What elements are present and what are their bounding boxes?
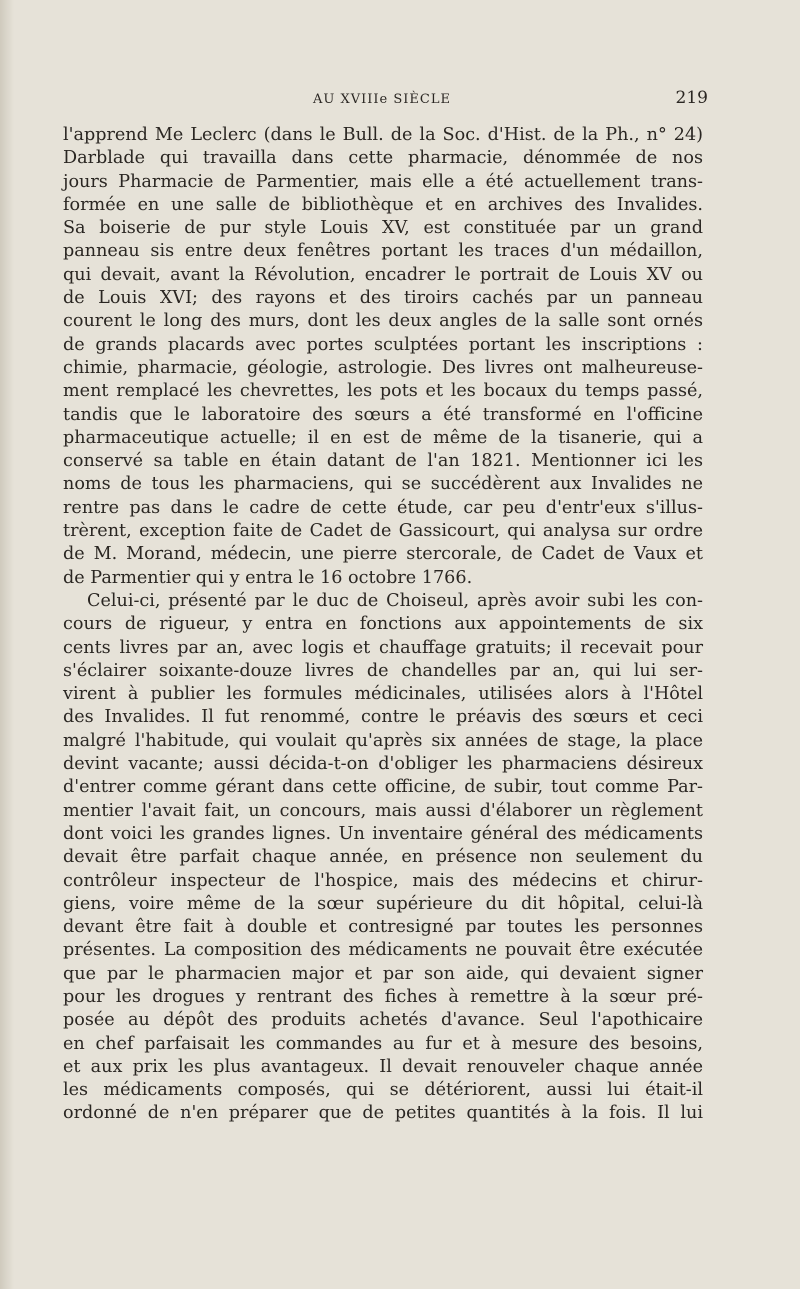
text-line: et aux prix les plus avantageux. Il devait renouveler chaque année [63, 1056, 703, 1077]
text-line: d'entrer comme gérant dans cette officine, de subir, tout comme Par- [63, 777, 703, 798]
text-line: giens, voire même de la sœur supérieure du dit hôpital, celui-là [63, 893, 703, 914]
text-line: l'apprend Me Leclerc (dans le Bull. de la Soc. d'Hist. de la Ph., n° 24) [63, 125, 703, 145]
page-header [62, 88, 708, 112]
text-line: contrôleur inspecteur de l'hospice, mais des médecins et chirur- [63, 870, 703, 891]
text-line: rentre pas dans le cadre de cette étude, car peu d'entr'eux s'illus- [63, 497, 703, 518]
page-number: 219 [675, 88, 708, 108]
text-line: présentes. La composition des médicaments ne pouvait être exécutée [63, 940, 703, 961]
text-line: devait être parfait chaque année, en présence non seulement du [63, 847, 703, 868]
text-line: de Parmentier qui y entra le 16 octobre 1766. [63, 567, 473, 588]
text-line: tandis que le laboratoire des sœurs a été transformé en l'officine [63, 404, 703, 425]
paragraph-1 [63, 124, 703, 590]
text-line: posée au dépôt des produits achetés d'avance. Seul l'apothicaire [63, 1010, 703, 1031]
text-line: Darblade qui travailla dans cette pharmacie, dénommée de nos [63, 148, 703, 169]
text-line: de M. Morand, médecin, une pierre stercorale, de Cadet de Vaux et [63, 544, 703, 565]
text-line: trèrent, exception faite de Cadet de Gassicourt, qui analysa sur ordre [63, 521, 703, 542]
text-line: s'éclairer soixante-douze livres de chandelles par an, qui lui ser- [63, 660, 703, 681]
text-line: Celui-ci, présenté par le duc de Choiseul, après avoir subi les con- [87, 590, 703, 611]
text-line: des Invalides. Il fut renommé, contre le préavis des sœurs et ceci [63, 707, 703, 728]
text-line: de grands placards avec portes sculptées portant les inscriptions : [63, 334, 703, 355]
text-line: ordonné de n'en préparer que de petites quantités à la fois. Il lui [63, 1103, 703, 1124]
text-line: cents livres par an, avec logis et chauffage gratuits; il recevait pour [63, 637, 703, 658]
text-line: jours Pharmacie de Parmentier, mais elle a été actuellement trans- [63, 171, 703, 192]
text-line: conservé sa table en étain datant de l'an 1821. Mentionner ici les [63, 451, 703, 472]
text-line: malgré l'habitude, qui voulait qu'après six années de stage, la place [63, 730, 703, 751]
text-line: que par le pharmacien major et par son aide, qui devaient signer [63, 963, 703, 984]
paragraph-2 [63, 590, 703, 1126]
text-line: devant être fait à double et contresigné par toutes les personnes [63, 917, 703, 938]
text-line: ment remplacé les chevrettes, les pots et les bocaux du temps passé, [63, 381, 703, 402]
running-title: AU XVIIIe SIÈCLE [313, 92, 451, 107]
text-line: formée en une salle de bibliothèque et en archives des Invalides. [63, 194, 703, 215]
text-line: pour les drogues y rentrant des fiches à remettre à la sœur pré- [63, 986, 703, 1007]
text-line: Sa boiserie de pur style Louis XV, est constituée par un grand [63, 218, 703, 239]
text-line: pharmaceutique actuelle; il en est de même de la tisanerie, qui a [63, 427, 703, 448]
text-line: les médicaments composés, qui se détériorent, aussi lui était-il [63, 1080, 703, 1101]
text-line: mentier l'avait fait, un concours, mais aussi d'élaborer un règlement [63, 800, 703, 821]
text-line: devint vacante; aussi décida-t-on d'obliger les pharmaciens désireux [63, 754, 703, 775]
text-line: dont voici les grandes lignes. Un inventaire général des médicaments [63, 823, 703, 844]
text-line: panneau sis entre deux fenêtres portant les traces d'un médaillon, [63, 241, 703, 262]
text-line: noms de tous les pharmaciens, qui se succédèrent aux Invalides ne [63, 474, 703, 495]
page-gutter-shadow [0, 0, 14, 1289]
text-line: cours de rigueur, y entra en fonctions aux appointements de six [63, 614, 703, 635]
text-line: courent le long des murs, dont les deux angles de la salle sont ornés [63, 311, 703, 332]
body-text [63, 124, 703, 1126]
text-line: en chef parfaisait les commandes au fur et à mesure des besoins, [63, 1033, 703, 1054]
text-line: chimie, pharmacie, géologie, astrologie. Des livres ont malheureuse- [63, 357, 703, 378]
text-line: qui devait, avant la Révolution, encadrer le portrait de Louis XV ou [63, 264, 703, 285]
text-line: de Louis XVI; des rayons et des tiroirs cachés par un panneau [63, 288, 703, 309]
text-line: virent à publier les formules médicinales, utilisées alors à l'Hôtel [63, 684, 703, 705]
